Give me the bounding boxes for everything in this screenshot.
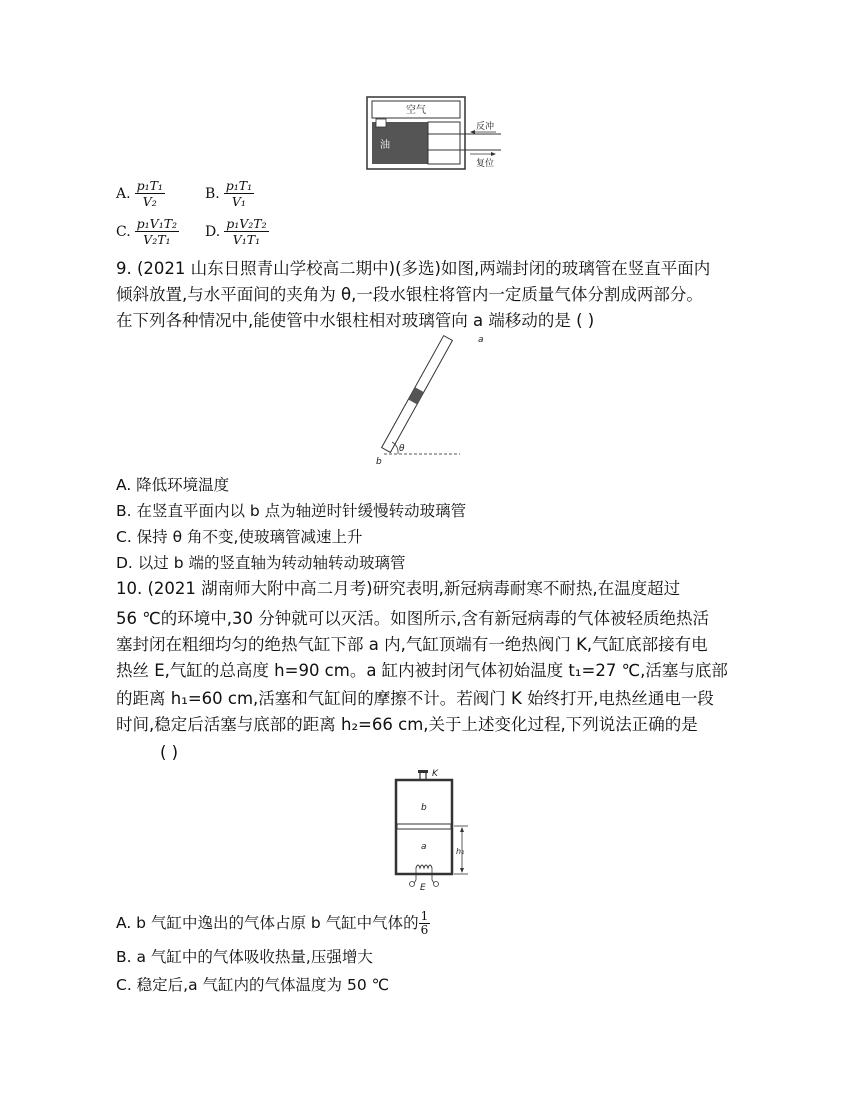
q9-option-c: C. 保持 θ 角不变,使玻璃管减速上升 [116,528,363,546]
q10-option-a-text: A. b 气缸中逸出的气体占原 b 气缸中气体的 [116,914,419,932]
q10-line-7: ( ) [160,743,179,762]
reset-label: 复位 [476,159,495,169]
q9-line-1: 9. (2021 山东日照青山学校高二期中)(多选)如图,两端封闭的玻璃管在竖直平面内 [116,259,711,278]
theta-label: θ [399,444,405,454]
q10-option-a-fraction: $\frac{1}{6}$ [420,909,429,937]
tube-end-a-label: a [478,335,484,345]
h1-label: h₁ [456,847,465,856]
q10-line-4: 热丝 E,气缸的总高度 h=90 cm。a 缸内被封闭气体初始温度 t₁=27 ℃,活塞与底部 [116,661,728,680]
q8-option-d: D. $\frac{\text{p₁V₂T₂}}{\text{V₁T₁}}$ [205,216,267,247]
inclined-tube-figure [372,334,492,468]
q8-option-b: B. $\frac{\text{p₁T₁}}{\text{V₁}}$ [205,178,253,209]
q8-option-a: A. $\frac{\text{p₁T₁}}{\text{V₂}}$ [116,178,163,209]
q9-option-b: B. 在竖直平面内以 b 点为轴逆时针缓慢转动玻璃管 [116,502,467,520]
q10-option-b: B. a 气缸中的气体吸收热量,压强增大 [116,948,373,966]
chamber-b-label: b [421,803,427,813]
cylinder-figure [390,766,480,896]
q10-line-2: 56 ℃的环境中,30 分钟就可以灭活。如图所示,含有新冠病毒的气体被轻质绝热活 [116,609,710,628]
q10-line-5: 的距离 h₁=60 cm,活塞和气缸间的摩擦不计。若阀门 K 始终打开,电热丝通电一段 [116,689,714,708]
q10-line-1: 10. (2021 湖南师大附中高二月考)研究表明,新冠病毒耐寒不耐热,在温度超过 [116,579,681,598]
heater-e-label: E [420,883,426,893]
q9-option-d: D. 以过 b 端的竖直轴为转动轴转动玻璃管 [116,554,406,572]
q10-option-c: C. 稳定后,a 气缸内的气体温度为 50 ℃ [116,976,390,994]
valve-k-label: K [432,769,438,779]
q9-option-a: A. 降低环境温度 [116,476,230,494]
chamber-a-label: a [421,842,427,852]
q10-option-a [116,910,430,937]
tube-end-b-label: b [376,457,382,467]
oil-label: 油 [380,140,390,151]
recoil-label: 反冲 [476,122,495,132]
q9-line-2: 倾斜放置,与水平面间的夹角为 θ,一段水银柱将管内一定质量气体分割成两部分。 [116,285,703,304]
q8-option-c: C. $\frac{\text{p₁V₁T₂}}{\text{V₂T₁}}$ [116,216,178,247]
q10-line-3: 塞封闭在粗细均匀的绝热气缸下部 a 内,气缸顶端有一绝热阀门 K,气缸底部接有电 [116,635,708,654]
recoil-device-figure [366,96,502,170]
air-label: 空气 [406,105,426,116]
q10-line-6: 时间,稳定后活塞与底部的距离 h₂=66 cm,关于上述变化过程,下列说法正确的是 [116,715,698,734]
q9-line-3: 在下列各种情况中,能使管中水银柱相对玻璃管向 a 端移动的是 ( ) [116,311,595,330]
